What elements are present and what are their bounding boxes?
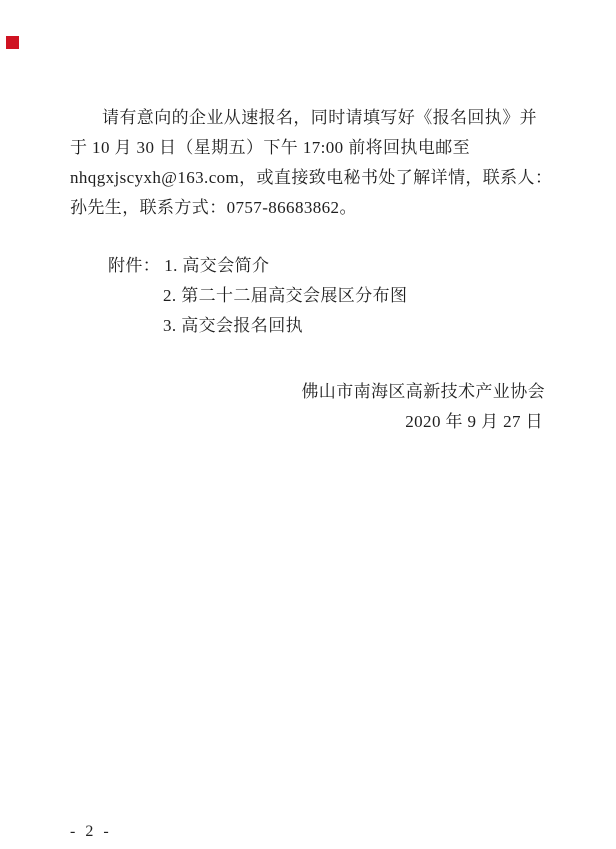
attachments-block [70,251,407,341]
signature-date: 2020 年 9 月 27 日 [405,412,543,431]
organization-name: 佛山市南海区高新技术产业协会 [301,382,545,401]
attachment-item-3: 3. 高交会报名回执 [163,316,303,335]
paragraph-line-1: 请有意向的企业从速报名，同时请填写好《报名回执》并 [102,108,537,127]
page-number: - 2 - [70,823,112,840]
paragraph-line-2: 于 10 月 30 日（星期五）下午 17:00 前将回执电邮至 [70,138,471,157]
attachments-label: 附件： [108,256,161,275]
paragraph-line-3: nhqgxjscyxh@163.com，或直接致电秘书处了解详情，联系人： [70,168,553,187]
red-stamp-mark [6,36,19,49]
body-paragraph [70,103,554,223]
attachments-first-row [70,251,407,281]
attachment-item-1: 1. 高交会简介 [164,256,270,275]
attachment-item-2: 2. 第二十二届高交会展区分布图 [163,286,408,305]
signature-block [301,377,545,437]
paragraph-line-4: 孙先生，联系方式：0757-86683862。 [70,198,357,217]
